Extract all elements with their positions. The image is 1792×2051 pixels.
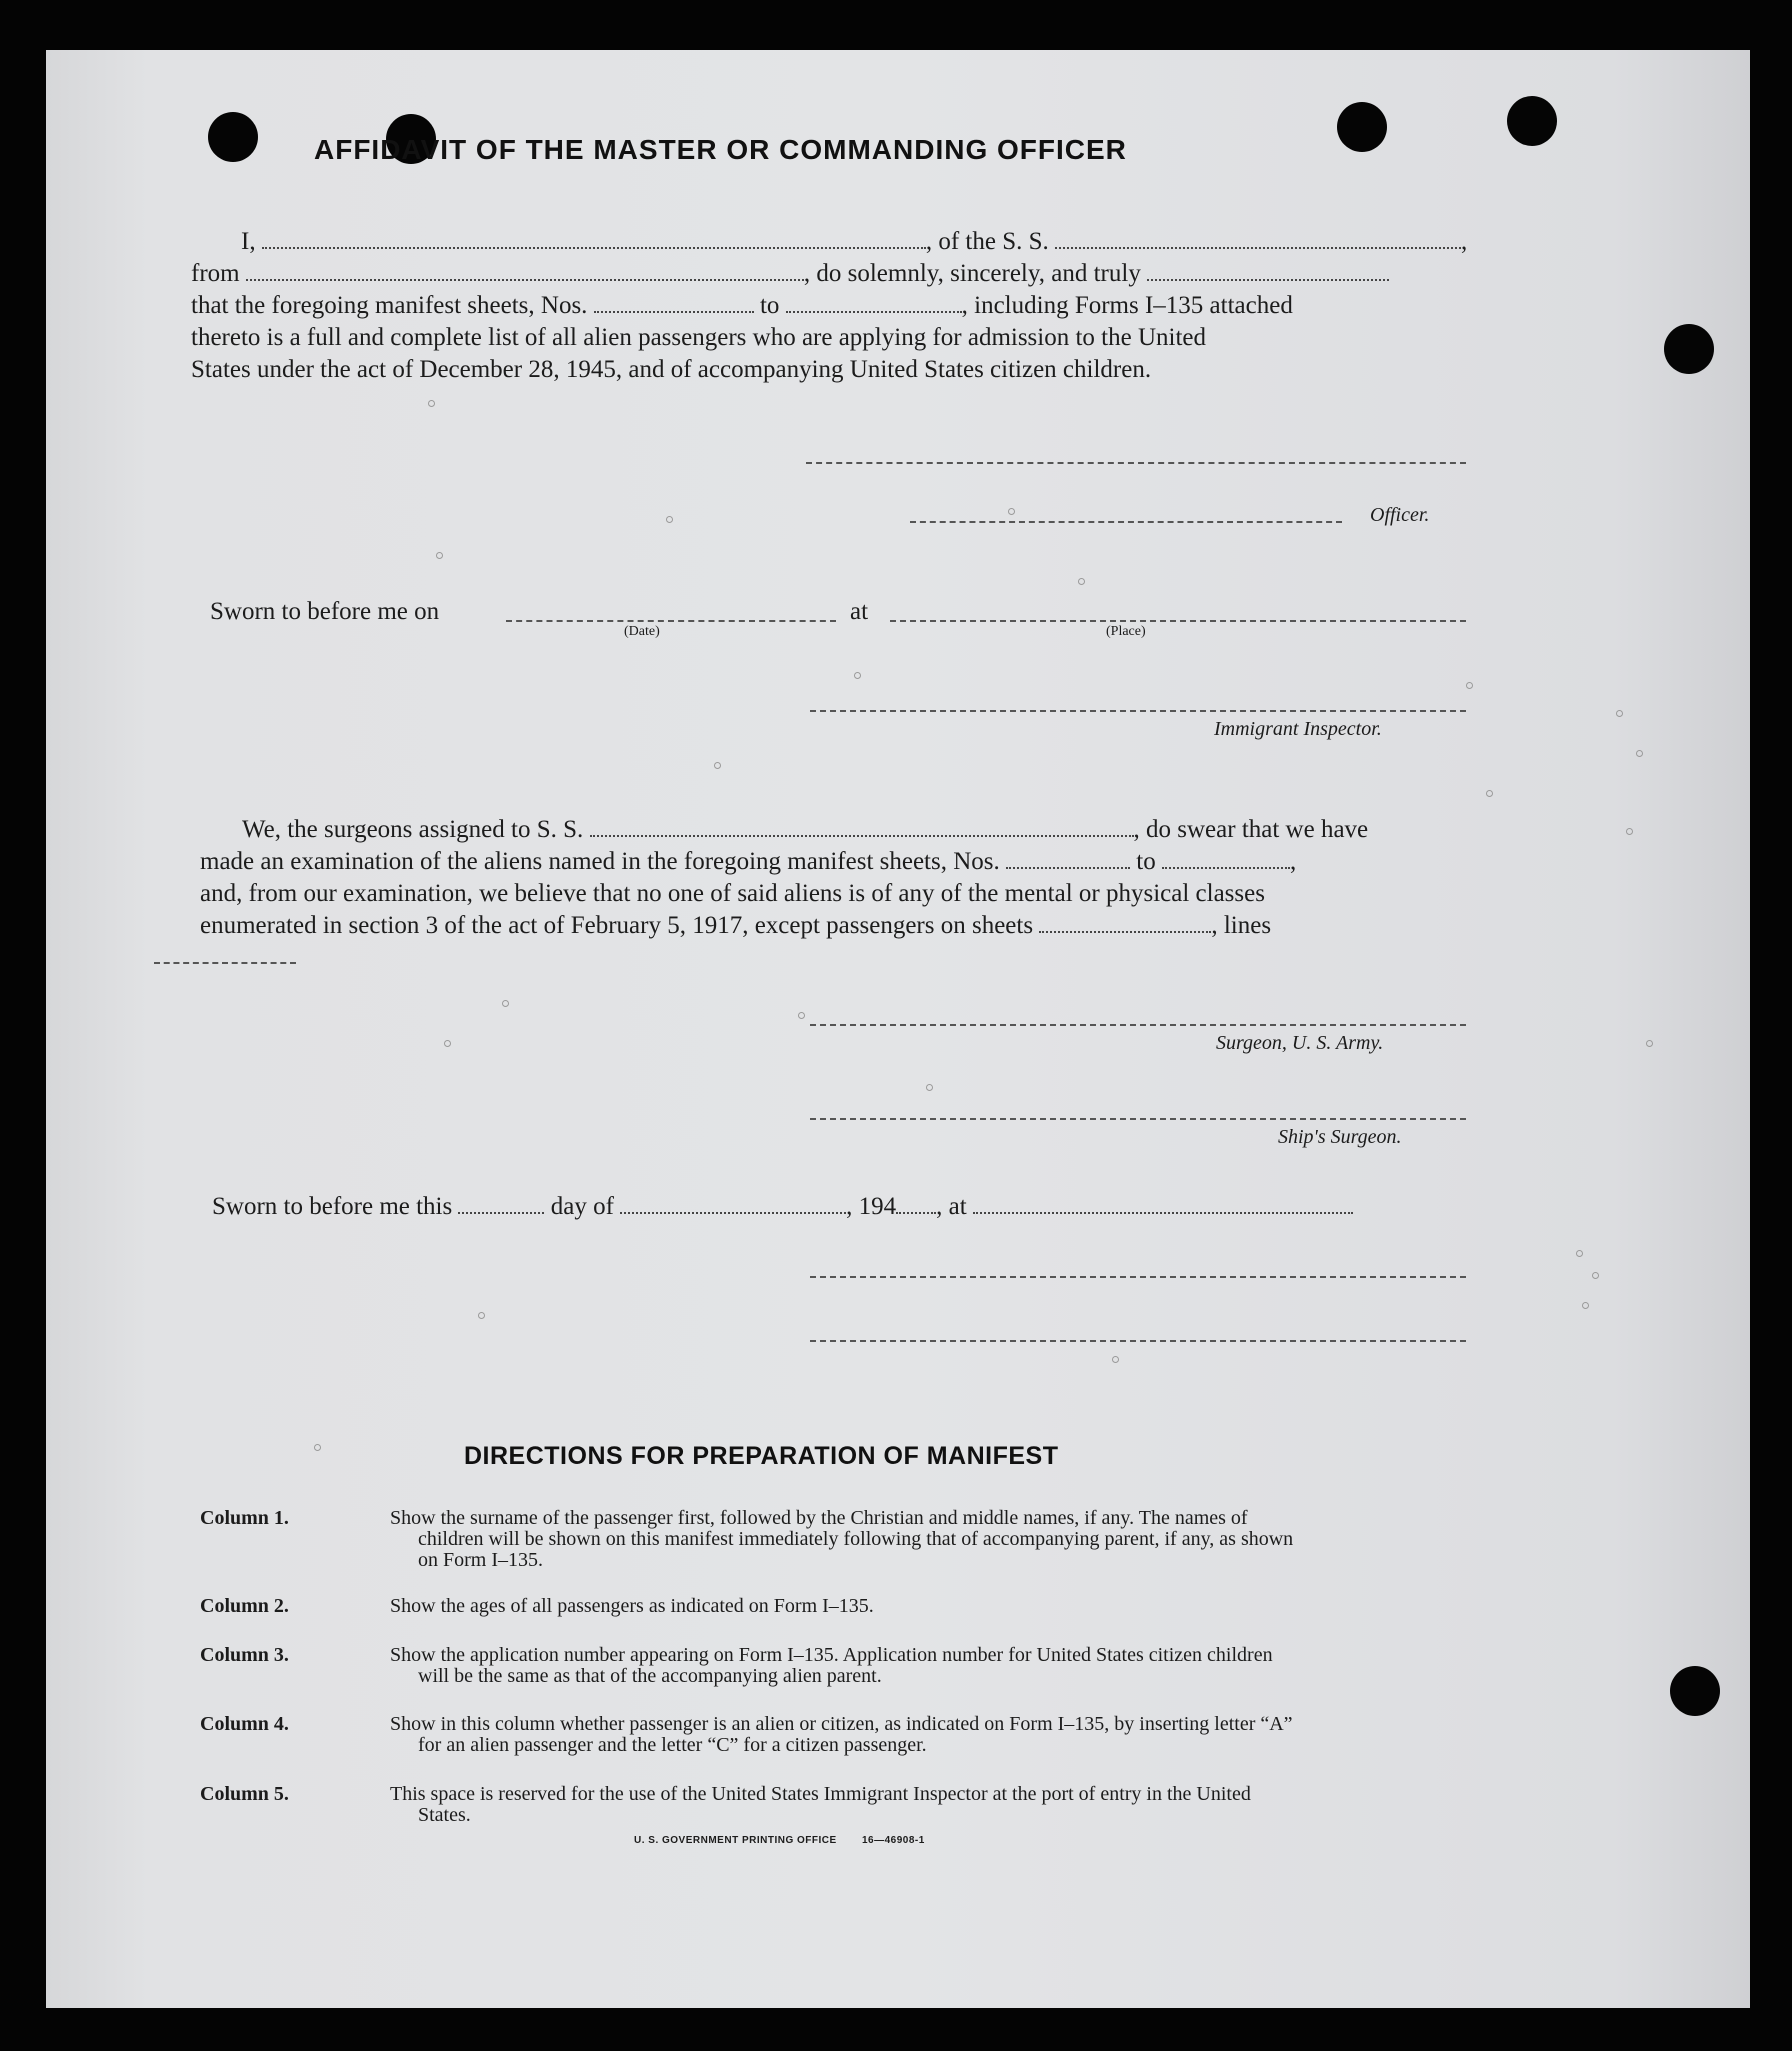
directions-title: DIRECTIONS FOR PREPARATION OF MANIFEST xyxy=(464,1442,1059,1470)
sworn-before-me-on: Sworn to before me on xyxy=(210,598,440,625)
column-1-label: Column 1. xyxy=(200,1507,289,1529)
ship-surgeon-signature-line[interactable] xyxy=(810,1118,1466,1120)
affidavit-from: from xyxy=(191,260,240,287)
column-1-text: children will be shown on this manifest immediately following that of accompanying parent, if any, as shown xyxy=(418,1528,1294,1550)
affidavit-line-3 xyxy=(191,290,1515,322)
speckle xyxy=(1078,578,1085,585)
surgeons-to: to xyxy=(1136,848,1156,875)
direction-column-1 xyxy=(154,1508,1514,1574)
master-name-field[interactable] xyxy=(262,227,926,249)
speckle xyxy=(444,1040,451,1047)
affidavit-solemnly: , do solemnly, sincerely, and truly xyxy=(803,260,1141,287)
surgeons-line-4 xyxy=(200,910,1514,942)
punch-hole xyxy=(208,112,258,162)
speckle xyxy=(1616,710,1623,717)
place-label: (Place) xyxy=(1106,624,1146,639)
column-1-text: on Form I–135. xyxy=(418,1549,543,1571)
speckle xyxy=(1008,508,1015,515)
column-2-text: Show the ages of all passengers as indicated on Form I–135. xyxy=(390,1595,874,1617)
port-from-field[interactable] xyxy=(246,259,804,281)
officer-signature-line[interactable] xyxy=(806,462,1466,464)
direction-column-5 xyxy=(154,1784,1514,1828)
sheets-to-field[interactable] xyxy=(786,291,962,313)
sheets-from-field[interactable] xyxy=(594,291,754,313)
surgeons-line-2: made an examination of the aliens named in the foregoing manifest sheets, Nos. to , xyxy=(200,848,1297,875)
column-2-label: Column 2. xyxy=(200,1595,289,1617)
surgeons-sheets-to-field[interactable] xyxy=(1162,847,1290,869)
year-field[interactable] xyxy=(896,1192,936,1214)
day-field[interactable] xyxy=(458,1192,544,1214)
surgeons-except: enumerated in section 3 of the act of February 5, 1917, except passengers on sheets xyxy=(200,912,1034,939)
surgeon-us-army-label: Surgeon, U. S. Army. xyxy=(1216,1032,1384,1054)
affidavit-of-ss: , of the S. S. xyxy=(925,228,1049,255)
punch-hole xyxy=(1664,324,1714,374)
place-field[interactable] xyxy=(890,620,1466,622)
column-4-text: Show in this column whether passenger is an alien or citizen, as indicated on Form I–135, by inserting letter “A” xyxy=(390,1713,1293,1735)
surgeons-assigned: We, the surgeons assigned to S. S. xyxy=(242,816,584,843)
inspector-signature-line[interactable] xyxy=(810,710,1466,712)
speckle xyxy=(714,762,721,769)
direction-column-3 xyxy=(154,1645,1514,1689)
speckle xyxy=(436,552,443,559)
column-5-text: States. xyxy=(418,1804,471,1826)
printer-name: U. S. GOVERNMENT PRINTING OFFICE xyxy=(634,1835,837,1846)
surgeons-line-1 xyxy=(200,814,1514,846)
speckle xyxy=(798,1012,805,1019)
sworn-day-of: day of xyxy=(550,1193,614,1220)
surgeons-sheets-from-field[interactable] xyxy=(1006,847,1130,869)
affidavit-line-1: I, , of the S. S. , xyxy=(191,226,1515,258)
immigrant-inspector-label: Immigrant Inspector. xyxy=(1214,718,1382,740)
column-3-text: Show the application number appearing on Form I–135. Application number for United States citizen children xyxy=(390,1644,1273,1666)
column-3-label: Column 3. xyxy=(200,1644,289,1666)
army-surgeon-signature-line[interactable] xyxy=(810,1024,1466,1026)
ships-surgeon-label: Ship's Surgeon. xyxy=(1278,1126,1402,1148)
excepted-lines-field[interactable] xyxy=(154,962,296,964)
speckle xyxy=(428,400,435,407)
direction-column-4 xyxy=(154,1714,1514,1758)
speckle xyxy=(666,516,673,523)
punch-hole xyxy=(1670,1666,1720,1716)
ship-name-field[interactable] xyxy=(1055,227,1461,249)
surgeons-ship-field[interactable] xyxy=(590,815,1134,837)
punch-hole xyxy=(1507,96,1557,146)
sworn-signature-line-1[interactable] xyxy=(810,1276,1466,1278)
surgeons-line-3: and, from our examination, we believe that no one of said aliens is of any of the mental or physical classes xyxy=(200,880,1265,907)
affidavit-line-5: States under the act of December 28, 1945, and of accompanying United States citizen children. xyxy=(191,356,1152,383)
surgeons-swear: , do swear that we have xyxy=(1133,816,1369,843)
affidavit-including: , including Forms I–135 attached xyxy=(961,292,1293,319)
speckle xyxy=(502,1000,509,1007)
column-3-text: will be the same as that of the accompanying alien parent. xyxy=(418,1665,882,1687)
date-field[interactable] xyxy=(506,620,836,622)
sworn-place-field[interactable] xyxy=(973,1192,1353,1214)
column-1-text: Show the surname of the passenger first, followed by the Christian and middle names, if any. The names of xyxy=(390,1507,1248,1529)
officer-label: Officer. xyxy=(1370,504,1430,526)
form-code: 16—46908-1 xyxy=(861,1835,925,1846)
surgeons-examination: made an examination of the aliens named in the foregoing manifest sheets, Nos. xyxy=(200,848,1000,875)
sworn-signature-line-2[interactable] xyxy=(810,1340,1466,1342)
speckle xyxy=(1486,790,1493,797)
speckle xyxy=(314,1444,321,1451)
speckle xyxy=(926,1084,933,1091)
column-4-text: for an alien passenger and the letter “C” for a citizen passenger. xyxy=(418,1734,927,1756)
speckle xyxy=(1636,750,1643,757)
speckle xyxy=(1646,1040,1653,1047)
date-label: (Date) xyxy=(624,624,660,639)
affidavit-title: AFFIDAVIT OF THE MASTER OR COMMANDING OFFICER xyxy=(314,134,1127,165)
sworn-year: , 194 xyxy=(846,1193,897,1220)
speckle xyxy=(1592,1272,1599,1279)
speckle xyxy=(854,672,861,679)
column-4-label: Column 4. xyxy=(200,1713,289,1735)
sworn-at: at xyxy=(850,598,869,625)
column-5-label: Column 5. xyxy=(200,1783,289,1805)
speckle xyxy=(478,1312,485,1319)
excepted-sheets-field[interactable] xyxy=(1039,911,1211,933)
affidavit-line-2 xyxy=(191,258,1515,290)
affidavit-sheets-nos: that the foregoing manifest sheets, Nos. xyxy=(191,292,588,319)
affidavit-line-4: thereto is a full and complete list of all alien passengers who are applying for admission to the United xyxy=(191,324,1207,351)
affidavit-to: to xyxy=(759,292,780,319)
speckle xyxy=(1466,682,1473,689)
sworn-at-2: , at xyxy=(936,1193,967,1220)
direction-column-2 xyxy=(154,1596,1514,1620)
officer-title-line[interactable] xyxy=(910,521,1342,523)
affirmation-field[interactable] xyxy=(1147,259,1389,281)
speckle xyxy=(1112,1356,1119,1363)
speckle xyxy=(1626,828,1633,835)
speckle xyxy=(1582,1302,1589,1309)
surgeons-lines: , lines xyxy=(1211,912,1272,939)
affidavit-i: I, xyxy=(241,228,256,255)
sworn-before-me-this: Sworn to before me this xyxy=(212,1193,453,1220)
speckle xyxy=(1576,1250,1583,1257)
sworn-line-2 xyxy=(212,1192,1466,1221)
document-page xyxy=(46,50,1750,2008)
month-field[interactable] xyxy=(620,1192,846,1214)
printer-imprint xyxy=(634,1835,925,1846)
sworn-line-1 xyxy=(210,598,439,626)
column-5-text: This space is reserved for the use of the United States Immigrant Inspector at the port of entry in the United xyxy=(390,1783,1251,1805)
